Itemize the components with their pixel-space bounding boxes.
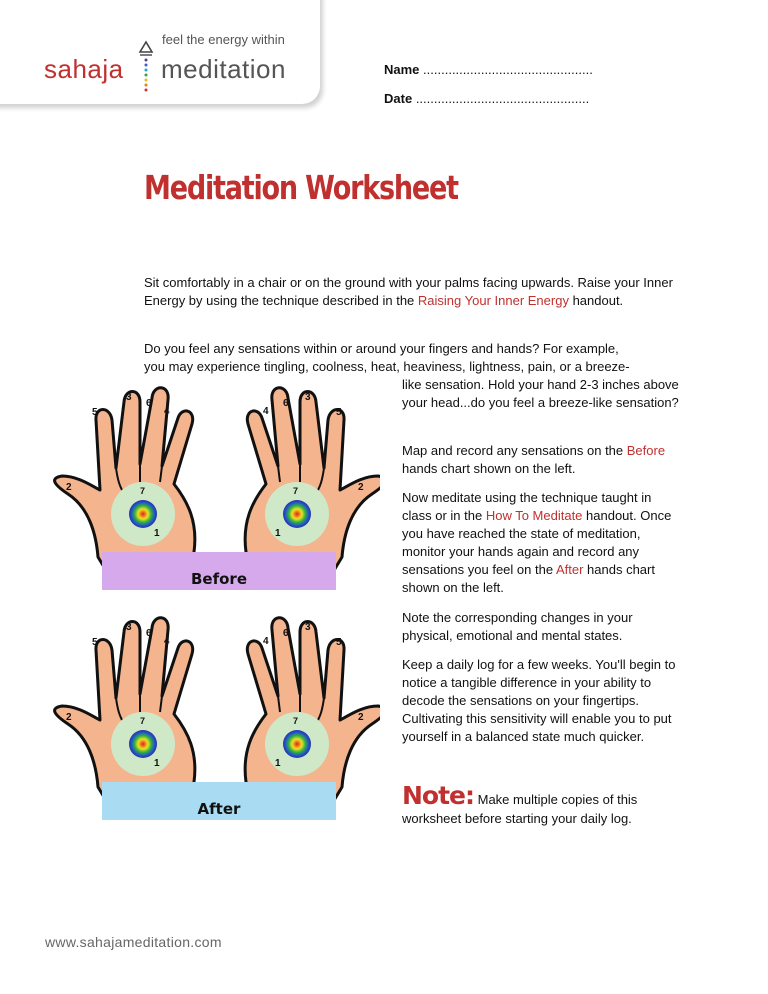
map-text-end: hands chart shown on the left. [402, 461, 576, 476]
meditate-text: Now meditate using the technique taught in class or in the [402, 490, 652, 523]
left-hand-number: 4 [164, 406, 170, 417]
right-hand-number: 6 [283, 628, 289, 639]
meditate-text-mid: handout. Once you have reached the state of meditation, monitor your hands again and record any sensations you feel on the [402, 508, 672, 577]
meditate-text-end: hands chart shown on the left. [402, 562, 655, 595]
right-hand-number: 6 [283, 398, 289, 409]
name-label: Name [384, 62, 420, 77]
left-palm-center: 7 [140, 716, 146, 726]
footer-url[interactable]: www.sahajameditation.com [45, 934, 222, 950]
after-link[interactable]: After [555, 562, 584, 577]
right-hand-number: 5 [336, 407, 342, 418]
right-hand-number: 4 [263, 636, 269, 647]
date-dots: ................................................ [415, 91, 590, 106]
right-hand-number: 1 [275, 528, 281, 539]
intro-p1-text: Sit comfortably in a chair or on the ground with your palms facing upwards. Raise your Inner Energy by using the technique described in the [144, 275, 673, 308]
map-text: Map and record any sensations on the [402, 443, 627, 458]
name-dots: ............................................... [423, 62, 593, 77]
left-hand-number: 5 [92, 407, 98, 418]
before-hands-chart[interactable] [40, 382, 380, 602]
intro-paragraph-2-rest: like sensation. Hold your hand 2-3 inches above your head...do you feel a breeze-like sensation? [402, 377, 679, 410]
map-paragraph [402, 442, 682, 478]
before-link[interactable]: Before [626, 443, 666, 458]
intro-paragraph-1 [144, 274, 689, 310]
page-title: Meditation Worksheet [144, 168, 458, 207]
name-field-line[interactable] [384, 62, 593, 77]
how-to-meditate-link[interactable]: How To Meditate [485, 508, 583, 523]
before-label: Before [190, 570, 248, 588]
note-label: Note: [402, 781, 475, 810]
after-hands-chart[interactable] [40, 612, 380, 832]
right-hand-number: 3 [305, 392, 311, 403]
right-hand-number: 2 [358, 712, 364, 723]
left-palm-center: 7 [140, 486, 146, 496]
right-hand-number: 3 [305, 622, 311, 633]
note-text: Make multiple copies of this worksheet before starting your daily log. [402, 792, 638, 826]
energy-logo-icon [136, 38, 156, 96]
brand-meditation: meditation [161, 54, 286, 84]
right-hand-number: 1 [275, 758, 281, 769]
left-hand-number: 3 [126, 622, 132, 633]
date-label: Date [384, 91, 413, 106]
right-hand-number: 2 [358, 482, 364, 493]
raising-energy-link[interactable]: Raising Your Inner Energy [417, 293, 569, 308]
meditate-paragraph [402, 489, 682, 597]
left-hand-number: 5 [92, 637, 98, 648]
intro-paragraph-2-line2: you may experience tingling, coolness, heat, heaviness, lightness, pain, or a breeze- [144, 359, 630, 374]
right-palm-center: 7 [293, 486, 299, 496]
left-hand-number: 2 [66, 712, 72, 723]
intro-paragraph-2-line1: Do you feel any sensations within or around your fingers and hands? For example, [144, 341, 619, 356]
note-paragraph [402, 781, 687, 828]
left-hand-number: 1 [154, 528, 160, 539]
right-palm-center: 7 [293, 716, 299, 726]
date-field-line[interactable] [384, 91, 589, 106]
daily-log-paragraph: Keep a daily log for a few weeks. You'll begin to notice a tangible difference in your ability to decode the sensations on your fingertips. Cultivating this sensitivity will enable you to put yourself in a balanced state much quicker. [402, 657, 676, 744]
after-label: After [197, 800, 241, 818]
note-changes-paragraph: Note the corresponding changes in your physical, emotional and mental states. [402, 610, 633, 643]
left-hand-number: 4 [164, 636, 170, 647]
right-hand-number: 5 [336, 637, 342, 648]
tagline: feel the energy within [162, 32, 285, 47]
header-card [0, 0, 320, 104]
left-hand-number: 6 [146, 628, 152, 639]
left-hand-number: 3 [126, 392, 132, 403]
brand-sahaja: sahaja [44, 54, 124, 84]
left-hand-number: 2 [66, 482, 72, 493]
intro-p1-end: handout. [568, 293, 624, 308]
right-hand-number: 4 [263, 406, 269, 417]
left-hand-number: 1 [154, 758, 160, 769]
left-hand-number: 6 [146, 398, 152, 409]
